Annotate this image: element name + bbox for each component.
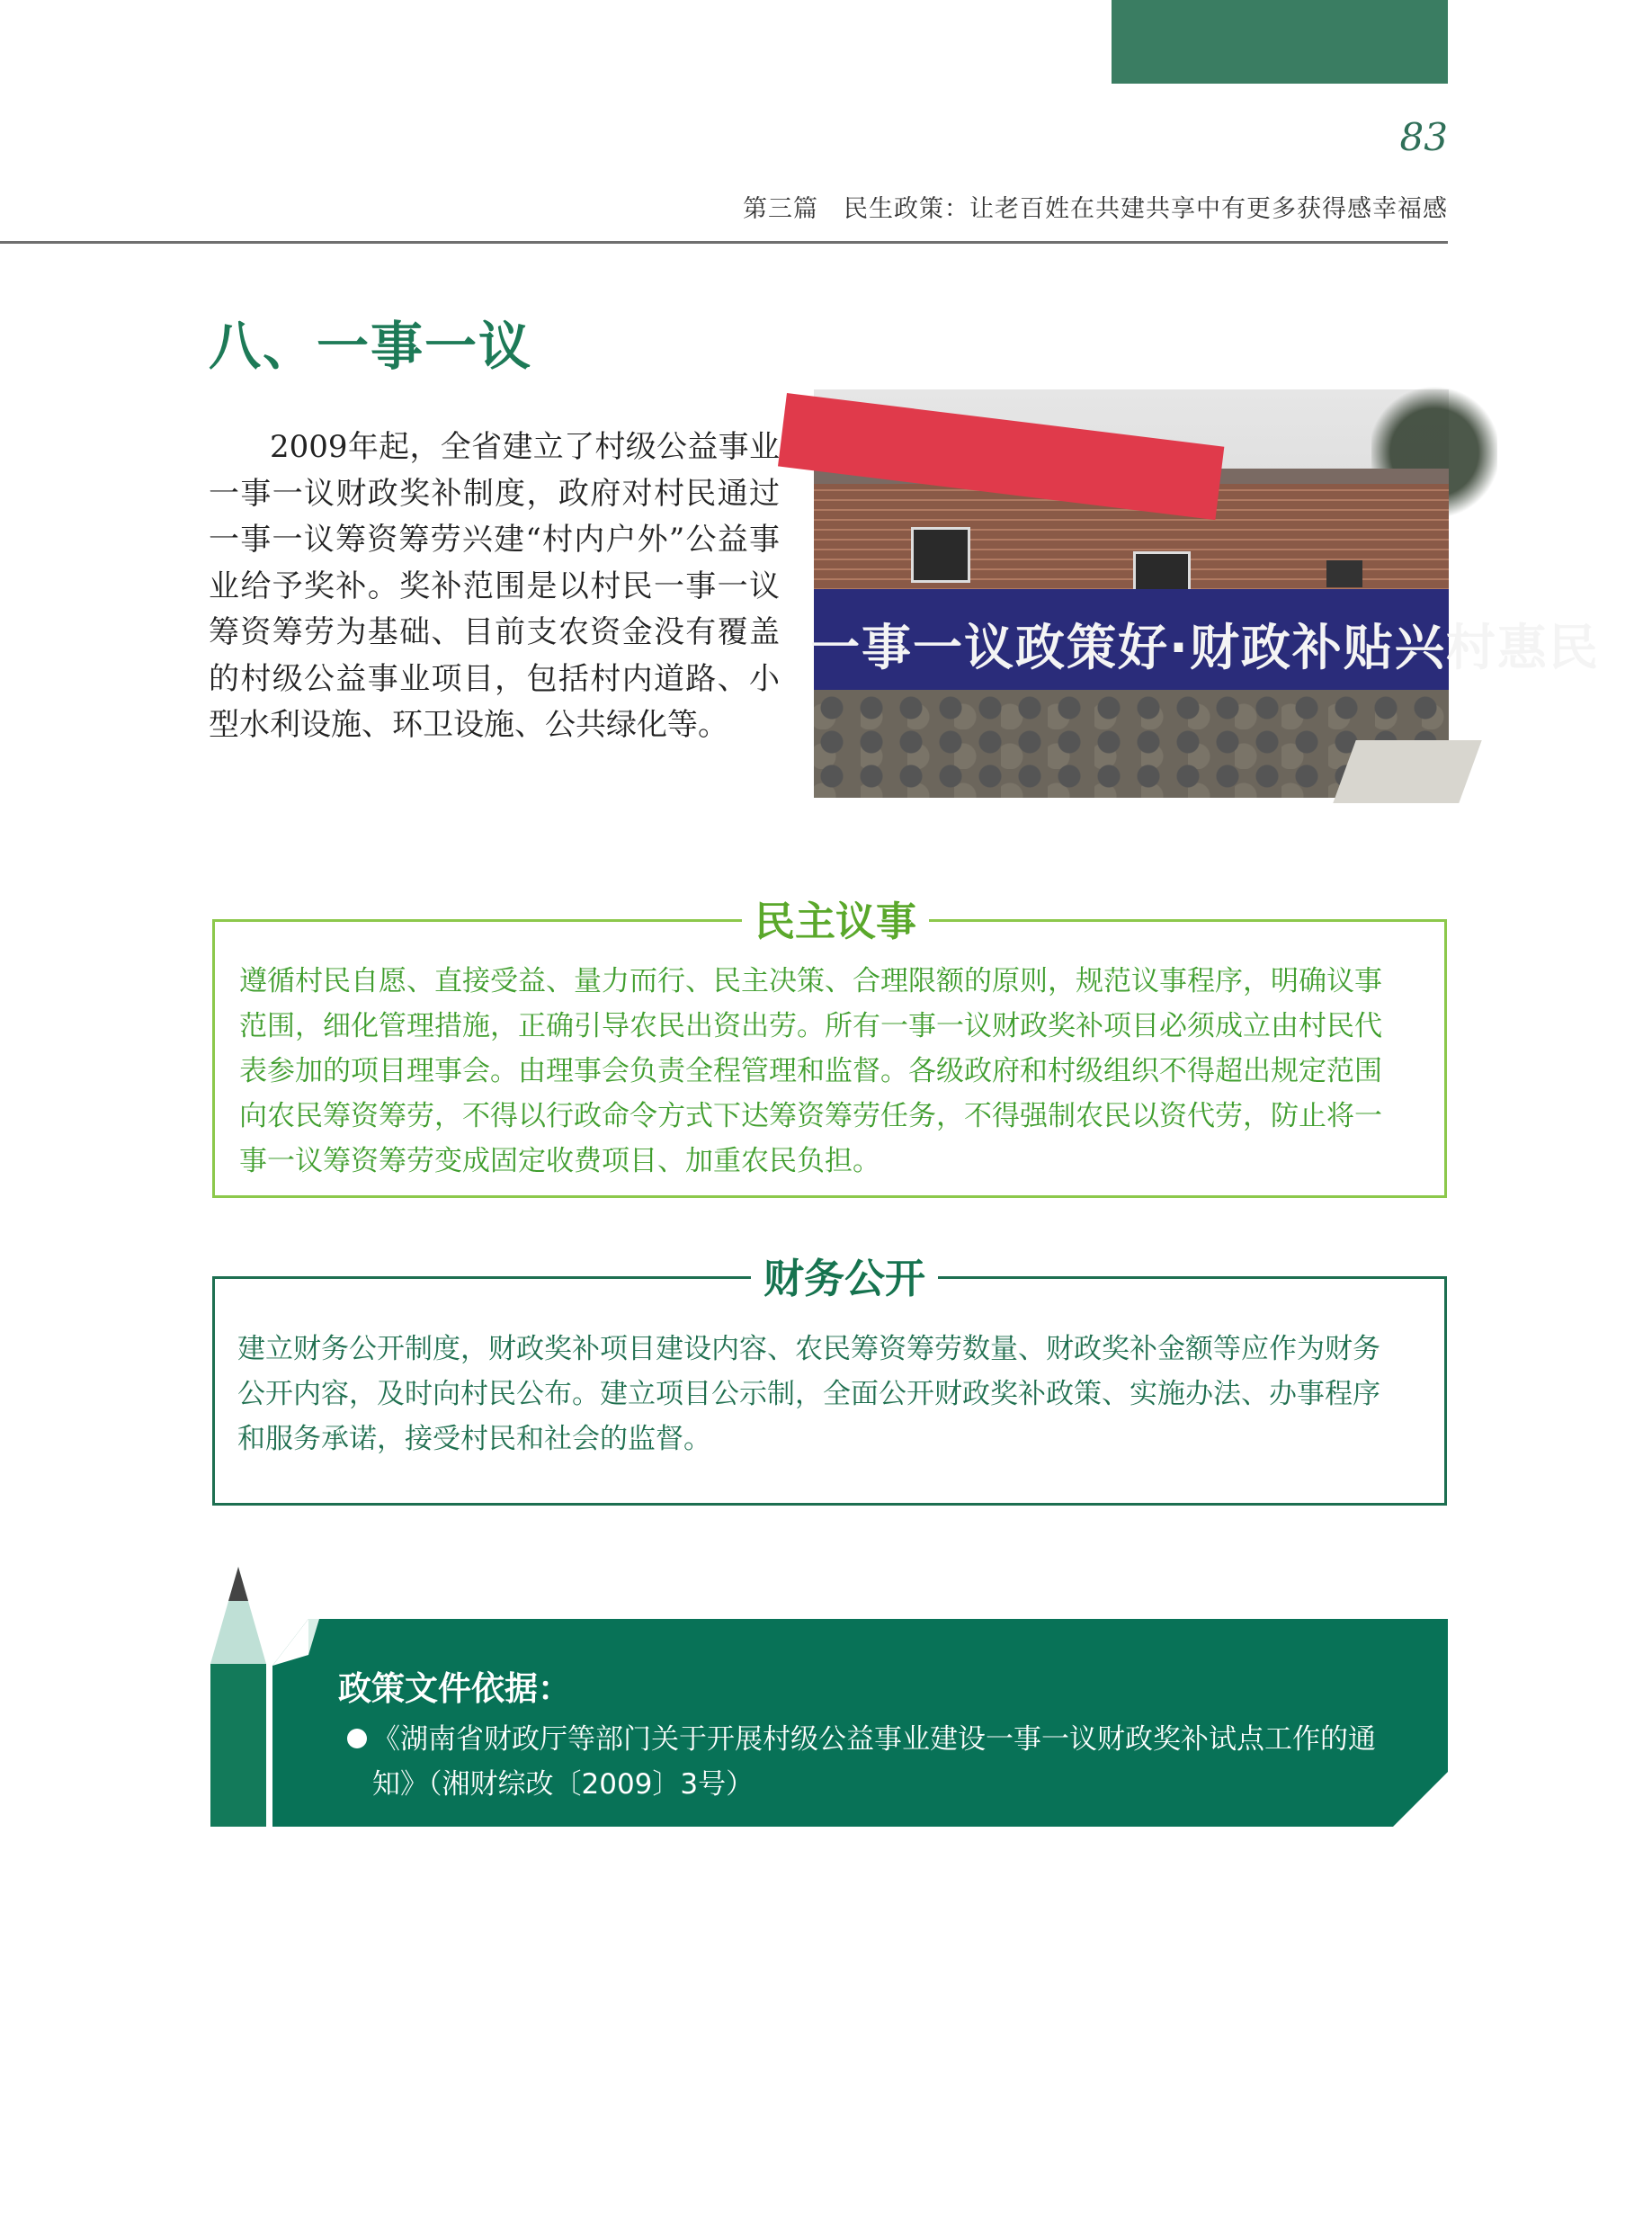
- box-text-line: 公开内容，及时向村民公布。建立项目公示制，全面公开财政奖补政策、实施办法、办事程序: [237, 1378, 1380, 1410]
- pencil-body: [210, 1664, 266, 1827]
- policy-document-line: 知》（湘财综改〔2009〕3号）: [372, 1768, 755, 1801]
- financial-disclosure-text: [237, 1327, 1380, 1462]
- box-text-line: 表参加的项目理事会。由理事会负责全程管理和监督。各级政府和村级组织不得超出规定范围: [239, 1055, 1382, 1087]
- running-header: 第三篇 民生政策：让老百姓在共建共享中有更多获得感幸福感: [743, 195, 1448, 223]
- photo-window: [911, 527, 970, 583]
- financial-disclosure-title: 财务公开: [751, 1246, 938, 1304]
- bullet-icon: [347, 1729, 367, 1748]
- header-color-tab: [1112, 0, 1448, 84]
- header-divider: [0, 241, 1448, 244]
- panel-corner-fold-icon: [272, 1619, 319, 1666]
- policy-basis-heading: 政策文件依据：: [338, 1669, 571, 1708]
- page-number: 83: [1399, 115, 1448, 159]
- box-text-line: 范围，细化管理措施，正确引导农民出资出劳。所有一事一议财政奖补项目必须成立由村民代: [239, 1010, 1382, 1042]
- box-text-line: 向农民筹资筹劳，不得以行政命令方式下达筹资筹劳任务，不得强制农民以资代劳，防止将一: [239, 1100, 1382, 1132]
- photo-window: [1326, 560, 1362, 587]
- photo-ground: [1333, 740, 1481, 803]
- intro-paragraph: [209, 425, 780, 749]
- box-text-line: 建立财务公开制度，财政奖补项目建设内容、农民筹资筹劳数量、财政奖补金额等应作为财务: [237, 1333, 1380, 1365]
- pencil-tip-icon: [210, 1567, 266, 1664]
- section-title: 八、一事一议: [209, 316, 533, 377]
- intro-text: 2009年起，全省建立了村级公益事业一事一议财政奖补制度，政府对村民通过一事一议筹资筹劳兴建“村内户外”公益事业给予奖补。奖补范围是以村民一事一议筹资筹劳为基础、目前支农资金没有覆盖的村级公益事业项目，包括村内道路、小型水利设施、环卫设施、公共绿化等。: [209, 429, 780, 743]
- photo-banner-slogan: 一事一议政策好·财政补贴兴村惠民: [810, 619, 1600, 676]
- democratic-deliberation-text: [239, 959, 1382, 1184]
- democratic-deliberation-title: 民主议事: [742, 889, 929, 947]
- policy-document-line: 《湖南省财政厅等部门关于开展村级公益事业建设一事一议财政奖补试点工作的通: [372, 1723, 1376, 1756]
- village-wall-photo: [810, 389, 1600, 798]
- box-text-line: 遵循村民自愿、直接受益、量力而行、民主决策、合理限额的原则，规范议事程序，明确议事: [239, 965, 1382, 997]
- box-text-line: 事一议筹资筹劳变成固定收费项目、加重农民负担。: [239, 1145, 880, 1177]
- box-text-line: 和服务承诺，接受村民和社会的监督。: [237, 1423, 711, 1455]
